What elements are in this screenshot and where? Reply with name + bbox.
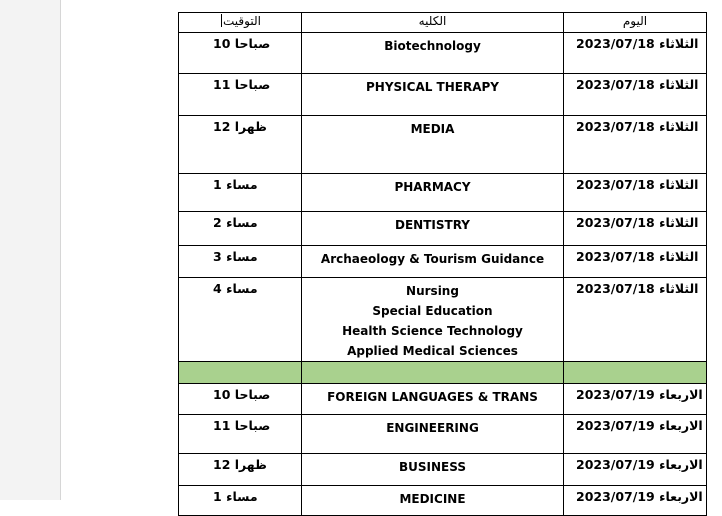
table-row xyxy=(179,454,707,486)
day-cell[interactable]: الاربعاء 2023/07/19 xyxy=(564,415,707,454)
college-cell[interactable] xyxy=(302,33,564,74)
day-cell[interactable]: الثلاثاء 2023/07/18 xyxy=(564,174,707,212)
day-cell[interactable]: الثلاثاء 2023/07/18 xyxy=(564,278,707,362)
time-cell[interactable]: 12 ظهرا xyxy=(179,116,302,174)
college-name: Applied Medical Sciences xyxy=(347,344,518,358)
table-row xyxy=(179,74,707,116)
table-row xyxy=(179,246,707,278)
table-header-row xyxy=(179,13,707,33)
college-cell[interactable] xyxy=(302,246,564,278)
college-name: FOREIGN LANGUAGES & TRANS xyxy=(327,390,538,404)
separator-cell[interactable] xyxy=(302,362,564,384)
day-cell[interactable]: الثلاثاء 2023/07/18 xyxy=(564,212,707,246)
table-row xyxy=(179,33,707,74)
college-cell[interactable] xyxy=(302,415,564,454)
college-name: Health Science Technology xyxy=(342,324,523,338)
header-day[interactable]: اليوم xyxy=(564,13,707,33)
college-cell[interactable] xyxy=(302,278,564,362)
day-cell[interactable]: الاربعاء 2023/07/19 xyxy=(564,486,707,516)
college-cell[interactable] xyxy=(302,116,564,174)
college-name: Biotechnology xyxy=(384,39,481,53)
header-time-label: التوقيت xyxy=(223,14,261,28)
time-cell[interactable]: 1 مساء xyxy=(179,174,302,212)
college-name: Nursing xyxy=(406,284,459,298)
time-cell[interactable]: 11 صباحا xyxy=(179,74,302,116)
time-cell[interactable]: 10 صباحا xyxy=(179,384,302,415)
schedule-table xyxy=(178,12,707,516)
table-row xyxy=(179,116,707,174)
day-cell[interactable]: الثلاثاء 2023/07/18 xyxy=(564,74,707,116)
table-row xyxy=(179,415,707,454)
college-cell[interactable] xyxy=(302,384,564,415)
college-name: ENGINEERING xyxy=(386,421,479,435)
header-time[interactable] xyxy=(179,13,302,33)
time-cell[interactable]: 12 ظهرا xyxy=(179,454,302,486)
time-cell[interactable]: 2 مساء xyxy=(179,212,302,246)
college-name: MEDICINE xyxy=(399,492,466,506)
schedule-table-body xyxy=(179,13,707,516)
header-college[interactable]: الكليه xyxy=(302,13,564,33)
college-cell[interactable] xyxy=(302,74,564,116)
day-cell[interactable]: الثلاثاء 2023/07/18 xyxy=(564,246,707,278)
college-cell[interactable] xyxy=(302,212,564,246)
day-cell[interactable]: الثلاثاء 2023/07/18 xyxy=(564,116,707,174)
table-row xyxy=(179,174,707,212)
college-name: BUSINESS xyxy=(399,460,466,474)
separator-cell[interactable] xyxy=(179,362,302,384)
college-cell[interactable] xyxy=(302,486,564,516)
time-cell[interactable]: 4 مساء xyxy=(179,278,302,362)
college-name: MEDIA xyxy=(410,122,455,136)
college-cell[interactable] xyxy=(302,174,564,212)
table-row xyxy=(179,384,707,415)
page-margin xyxy=(0,0,61,500)
time-cell[interactable]: 3 مساء xyxy=(179,246,302,278)
table-row xyxy=(179,278,707,362)
text-cursor xyxy=(221,14,222,27)
time-cell[interactable]: 1 مساء xyxy=(179,486,302,516)
day-cell[interactable]: الثلاثاء 2023/07/18 xyxy=(564,33,707,74)
separator-cell[interactable] xyxy=(564,362,707,384)
college-name: PHYSICAL THERAPY xyxy=(366,80,499,94)
college-name: PHARMACY xyxy=(394,180,471,194)
college-cell[interactable] xyxy=(302,454,564,486)
separator-row xyxy=(179,362,707,384)
college-name: Special Education xyxy=(372,304,493,318)
table-row xyxy=(179,212,707,246)
college-name: Archaeology & Tourism Guidance xyxy=(320,252,545,266)
time-cell[interactable]: 10 صباحا xyxy=(179,33,302,74)
college-name: DENTISTRY xyxy=(395,218,470,232)
table-row xyxy=(179,486,707,516)
time-cell[interactable]: 11 صباحا xyxy=(179,415,302,454)
day-cell[interactable]: الاربعاء 2023/07/19 xyxy=(564,384,707,415)
day-cell[interactable]: الاربعاء 2023/07/19 xyxy=(564,454,707,486)
